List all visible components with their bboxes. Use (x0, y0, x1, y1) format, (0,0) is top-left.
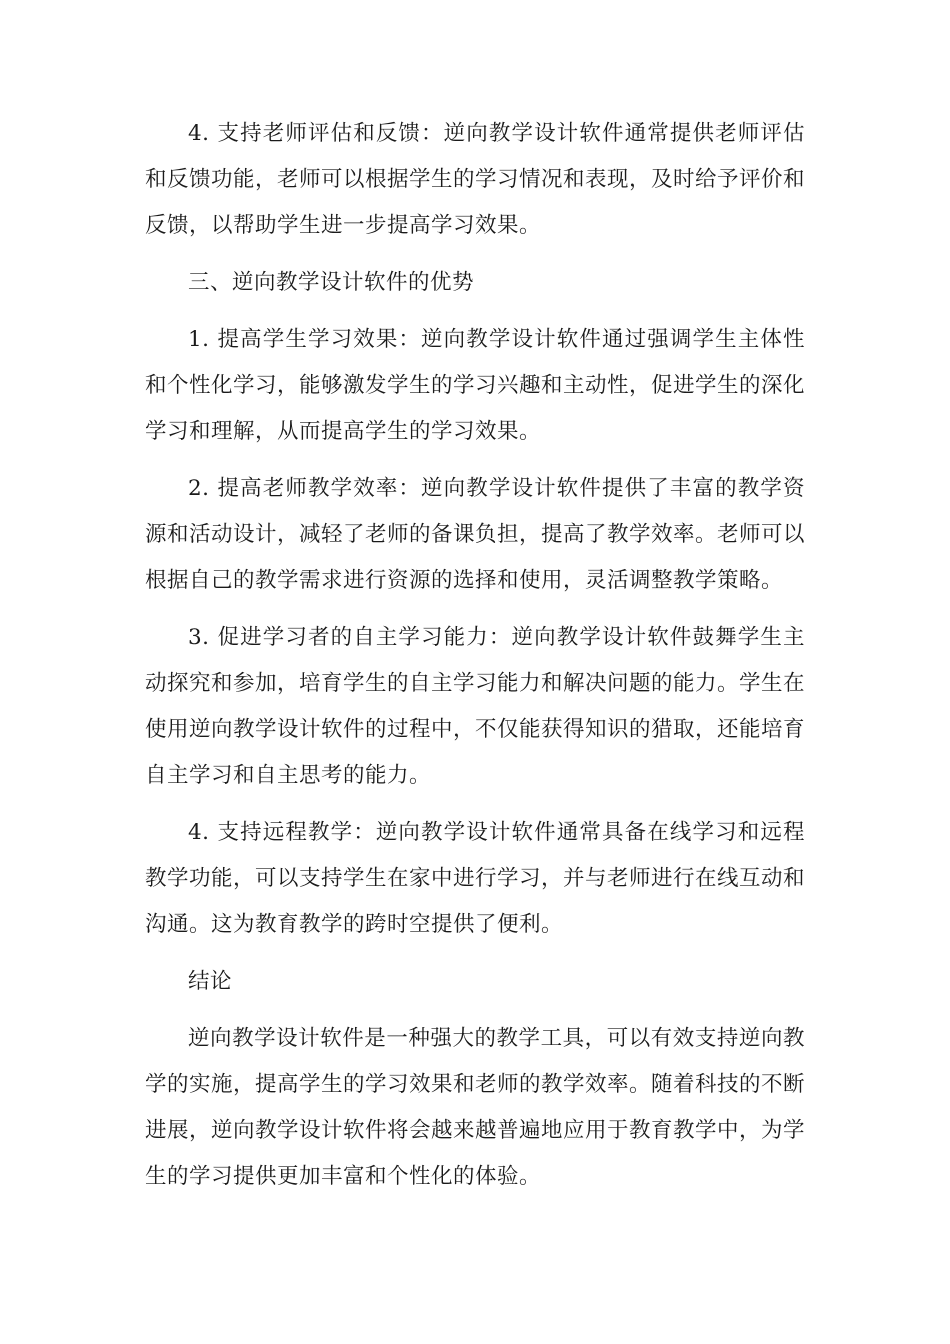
paragraph-remote-teaching: 4. 支持远程教学：逆向教学设计软件通常具备在线学习和远程教学功能，可以支持学生在家中进行学习，并与老师进行在线互动和沟通。这为教育教学的跨时空提供了便利。 (145, 820, 806, 937)
paragraph-teacher-efficiency: 2. 提高老师教学效率：逆向教学设计软件提供了丰富的教学资源和活动设计，减轻了老师的备课负担，提高了教学效率。老师可以根据自己的教学需求进行资源的选择和使用，灵活调整教学策略。 (145, 476, 806, 593)
paragraph-conclusion: 逆向教学设计软件是一种强大的教学工具，可以有效支持逆向教学的实施，提高学生的学习效果和老师的教学效率。随着科技的不断进展，逆向教学设计软件将会越来越普遍地应用于教育教学中，为学生的学习提供更加丰富和个性化的体验。 (145, 1026, 806, 1189)
document-body (145, 111, 805, 1211)
paragraph-student-effect: 1. 提高学生学习效果：逆向教学设计软件通过强调学生主体性和个性化学习，能够激发学生的学习兴趣和主动性，促进学生的深化学习和理解，从而提高学生的学习效果。 (145, 327, 806, 444)
section-heading-advantages: 三、逆向教学设计软件的优势 (188, 270, 475, 295)
section-heading-conclusion: 结论 (188, 969, 233, 994)
paragraph-teacher-feedback: 4. 支持老师评估和反馈：逆向教学设计软件通常提供老师评估和反馈功能，老师可以根据学生的学习情况和表现，及时给予评价和反馈，以帮助学生进一步提高学习效果。 (145, 121, 806, 238)
paragraph-self-learning: 3. 促进学习者的自主学习能力：逆向教学设计软件鼓舞学生主动探究和参加，培育学生的自主学习能力和解决问题的能力。学生在使用逆向教学设计软件的过程中，不仅能获得知识的猎取，还能培育自主学习和自主思考的能力。 (145, 625, 806, 788)
